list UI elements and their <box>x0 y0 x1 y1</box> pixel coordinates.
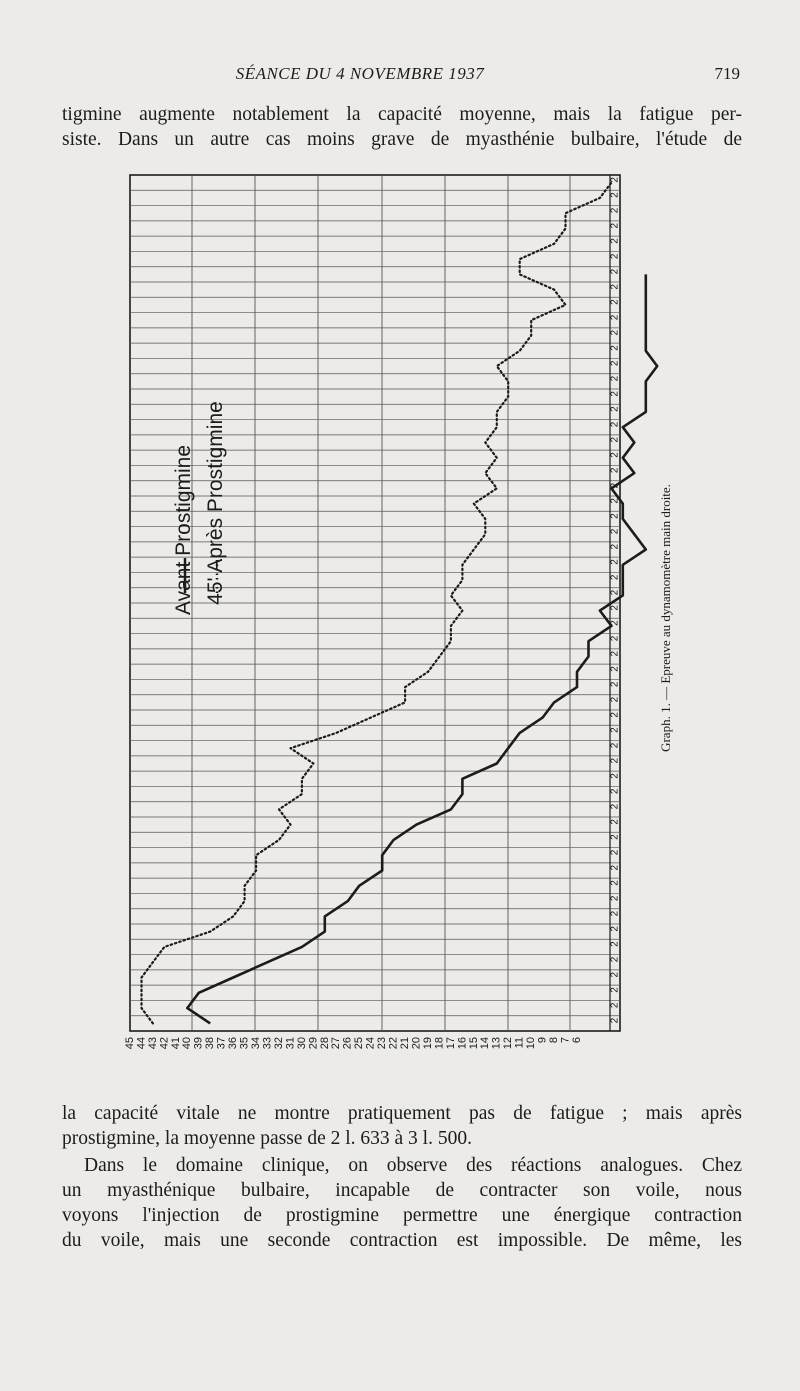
text-line: un myasthénique bulbaire, incapable de contracter son voile, nous <box>62 1180 742 1201</box>
trial-number-label: 2 <box>609 391 621 397</box>
scale-label: 31 <box>284 1037 297 1050</box>
scale-label: 23 <box>376 1037 389 1050</box>
scale-label: 14 <box>479 1037 492 1050</box>
scale-label: 37 <box>215 1037 228 1050</box>
trial-number-label: 2 <box>609 773 621 779</box>
scale-label: 15 <box>467 1037 480 1050</box>
trial-number-label: 2 <box>609 819 621 825</box>
trial-number-label: 2 <box>609 650 621 657</box>
trial-number-label: 2 <box>609 757 621 764</box>
scale-label: 24 <box>364 1037 377 1050</box>
text-line: du voile, mais une seconde contraction est impossible. De même, les <box>62 1230 742 1251</box>
trial-number-label: 2 <box>609 605 621 611</box>
scale-label: 22 <box>387 1037 400 1050</box>
trial-number-label: 2 <box>609 452 621 458</box>
graph-scale-labels <box>124 1037 583 1049</box>
trial-number-label: 2 <box>609 299 621 305</box>
scale-label: 32 <box>272 1037 285 1050</box>
scale-label: 7 <box>559 1037 572 1044</box>
trial-number-label: 2 <box>609 895 621 902</box>
scale-label: 9 <box>536 1037 549 1044</box>
scale-label: 27 <box>330 1037 343 1050</box>
trial-number-label: 2 <box>609 192 621 198</box>
trial-number-label: 2 <box>609 696 621 703</box>
trial-number-label: 2 <box>609 1002 621 1009</box>
trial-number-label: 2 <box>609 406 621 412</box>
trial-number-label: 2 <box>609 498 621 504</box>
trial-number-label: 2 <box>609 864 621 871</box>
trial-number-label: 2 <box>609 329 621 336</box>
trial-number-label: 2 <box>609 681 621 688</box>
trial-number-label: 2 <box>609 559 621 565</box>
scale-label: 30 <box>295 1037 308 1050</box>
scale-label: 39 <box>192 1037 205 1050</box>
trial-number-label: 2 <box>609 375 621 382</box>
trial-number-label: 2 <box>609 880 621 886</box>
dynamometer-graph <box>110 168 690 1078</box>
trial-number-label: 2 <box>609 177 621 183</box>
trial-number-label: 2 <box>609 268 621 275</box>
text-line: siste. Dans un autre cas moins grave de myasthénie bulbaire, l'étude de <box>62 129 742 150</box>
running-title: SÉANCE DU 4 NOVEMBRE 1937 <box>235 64 485 83</box>
running-header <box>60 64 740 88</box>
legend-label-avant: Avant Prostigmine <box>172 444 195 616</box>
trial-number-label: 2 <box>609 727 621 733</box>
scale-label: 34 <box>249 1037 262 1050</box>
trial-number-label: 2 <box>609 238 621 244</box>
trial-number-label: 2 <box>609 436 621 443</box>
scale-label: 17 <box>444 1037 457 1050</box>
legend-label-apres: 45' Après Prostigmine <box>204 401 227 605</box>
trial-number-label: 2 <box>609 421 621 428</box>
trial-number-label: 2 <box>609 620 621 626</box>
trial-number-label: 2 <box>609 742 621 749</box>
trial-number-label: 2 <box>609 345 621 351</box>
trial-number-label: 2 <box>609 987 621 993</box>
trial-number-label: 2 <box>609 926 621 932</box>
scale-label: 33 <box>261 1037 274 1050</box>
scale-label: 11 <box>513 1037 526 1049</box>
scale-label: 6 <box>570 1037 583 1044</box>
scale-label: 42 <box>158 1037 171 1050</box>
scale-label: 40 <box>181 1037 194 1050</box>
trial-number-label: 2 <box>609 314 621 321</box>
trial-number-label: 2 <box>609 635 621 642</box>
scale-label: 20 <box>410 1037 423 1050</box>
trial-number-label: 2 <box>609 941 621 947</box>
scale-label: 8 <box>547 1037 560 1044</box>
trial-number-label: 2 <box>609 956 621 963</box>
trial-number-label: 2 <box>609 910 621 917</box>
trial-number-label: 2 <box>609 574 621 581</box>
scale-label: 25 <box>353 1037 366 1050</box>
trial-number-label: 2 <box>609 803 621 810</box>
scale-label: 35 <box>238 1037 251 1050</box>
trial-number-label: 2 <box>609 482 621 489</box>
scale-label: 28 <box>318 1037 331 1050</box>
text-line: Dans le domaine clinique, on observe des réactions analogues. Chez <box>84 1155 742 1176</box>
trial-number-label: 2 <box>609 467 621 474</box>
scale-label: 18 <box>433 1037 446 1050</box>
trial-number-label: 2 <box>609 253 621 260</box>
trial-number-label: 2 <box>609 222 621 229</box>
scale-label: 43 <box>146 1037 159 1050</box>
scale-label: 45 <box>123 1037 136 1050</box>
scale-label: 29 <box>307 1037 320 1050</box>
trial-number-label: 2 <box>609 360 621 367</box>
scale-label: 10 <box>525 1037 538 1050</box>
scale-label: 13 <box>490 1037 503 1050</box>
trial-number-label: 2 <box>609 543 621 550</box>
trial-number-label: 2 <box>609 788 621 795</box>
text-line: prostigmine, la moyenne passe de 2 l. 633 à 3 l. 500. <box>62 1128 472 1149</box>
trial-number-label: 2 <box>609 207 621 214</box>
scale-label: 36 <box>227 1037 240 1050</box>
scale-label: 26 <box>341 1037 354 1050</box>
text-line: tigmine augmente notablement la capacité moyenne, mais la fatigue per- <box>62 104 742 125</box>
trial-number-label: 2 <box>609 666 621 672</box>
scale-label: 12 <box>502 1037 515 1050</box>
graph-legend <box>172 401 227 615</box>
trial-number-label: 2 <box>609 528 621 535</box>
page-number: 719 <box>714 64 740 83</box>
scale-label: 38 <box>204 1037 217 1050</box>
figure-caption: Graph. 1. — Epreuve au dynamomètre main droite. <box>658 484 673 752</box>
trial-number-label: 2 <box>609 284 621 290</box>
scale-label: 16 <box>456 1037 469 1050</box>
scale-label: 44 <box>135 1037 148 1050</box>
text-line: voyons l'injection de prostigmine permettre une énergique contraction <box>62 1205 742 1226</box>
trial-number-label: 2 <box>609 834 621 840</box>
scale-label: 21 <box>398 1037 411 1050</box>
scale-label: 41 <box>169 1037 182 1050</box>
trial-number-label: 2 <box>609 849 621 856</box>
scale-label: 19 <box>421 1037 434 1050</box>
trial-number-label: 2 <box>609 971 621 978</box>
trial-number-label: 2 <box>609 1017 621 1024</box>
trial-number-label: 2 <box>609 712 621 718</box>
trial-number-label: 2 <box>609 589 621 596</box>
trial-number-label: 2 <box>609 513 621 519</box>
text-line: la capacité vitale ne montre pratiquement pas de fatigue ; mais après <box>62 1103 742 1124</box>
